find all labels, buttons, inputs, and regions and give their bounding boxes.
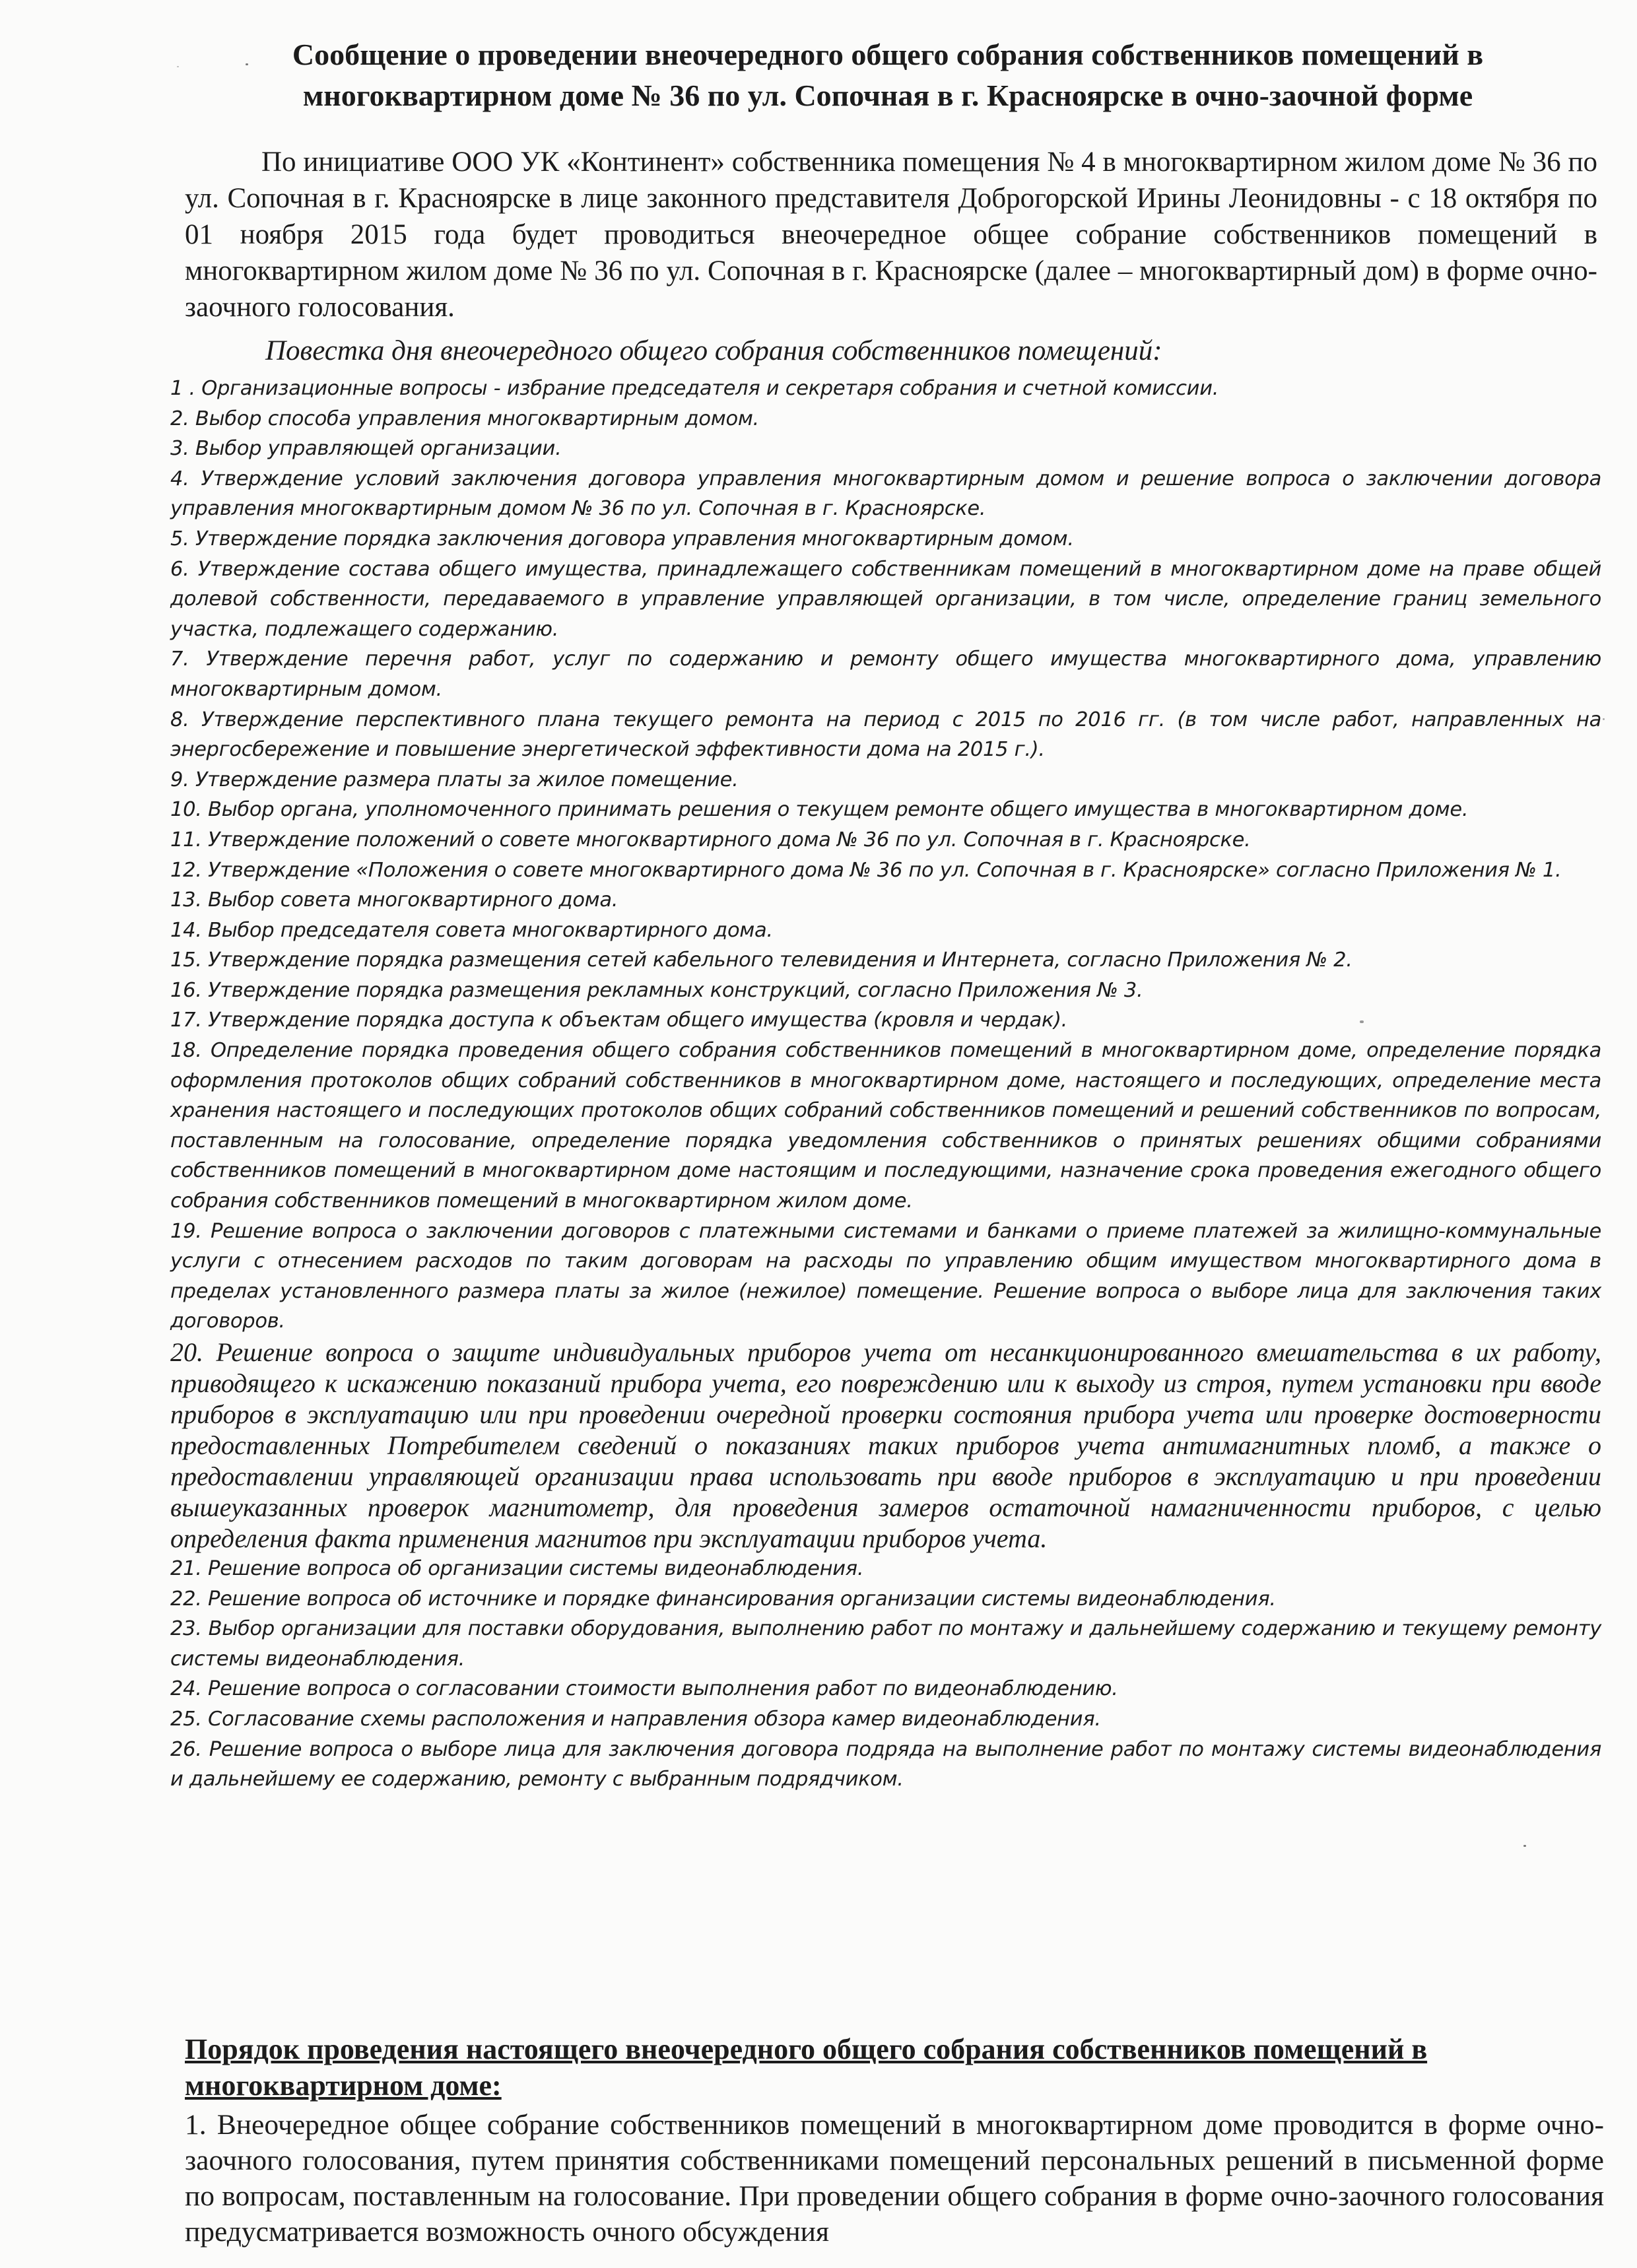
agenda-item: 23. Выбор организации для поставки оборудования, выполнению работ по монтажу и дальнейшему содержанию и текущему ремонту системы видеонаблюдения. (170, 1617, 1601, 1671)
agenda-item: 21. Решение вопроса об организации системы видеонаблюдения. (170, 1557, 864, 1580)
scan-speck (1603, 718, 1605, 720)
agenda-item: 18. Определение порядка проведения общего собрания собственников помещений в многоквартирном доме, определение порядка оформления протоколов общих собраний собственников в многоквартирном доме, настоящего и последующих, определение места хранения настоящего и последующих протоколов общих собраний собственников помещений и решений собственников по вопросам, поставленным на голосование, определение порядка уведомления собственников о принятых решениях общими собраниями собственников помещений в многоквартирном доме настоящим и последующими, назначение срока проведения ежегодного общего собрания собственников помещений в многоквартирном жилом доме. (170, 1039, 1601, 1213)
agenda-item: 7. Утверждение перечня работ, услуг по содержанию и ремонту общего имущества многоквартирного дома, управлению многоквартирным домом. (170, 648, 1601, 701)
agenda-item: 22. Решение вопроса об источнике и порядке финансирования организации системы видеонаблюдения. (170, 1587, 1276, 1611)
agenda-item: 13. Выбор совета многоквартирного дома. (170, 888, 618, 912)
agenda-item: 20. Решение вопроса о защите индивидуальных приборов учета от несанкционированного вмешательства в их работу, приводящего к искажению показаний прибора учета, его повреждению или к выходу из строя, путем установки при вводе приборов в эксплуатацию или при проведении очередной проверки состояния прибора учета или проверке достоверности предоставленных Потребителем сведений о показаниях таких приборов учета антимагнитных пломб, а также о предоставлении управляющей организации права использовать при вводе приборов в эксплуатацию и при проведении вышеуказанных проверок магнитометр, для проведения замеров остаточной намагниченности приборов, с целью определения факта применения магнитов при эксплуатации приборов учета. (170, 1337, 1601, 1553)
procedure-paragraph: 1. Внеочередное общее собрание собственников помещений в многоквартирном доме проводится в форме очно-заочного голосования, путем принятия собственниками помещений персональных решений в письменной форме по вопросам, поставленным на голосование. При проведении общего собрания в форме очно-заочного голосования предусматривается возможность очного обсуждения (185, 2109, 1604, 2248)
agenda-list (170, 374, 1601, 1795)
agenda-item: 16. Утверждение порядка размещения рекламных конструкций, согласно Приложения № 3. (170, 978, 1143, 1002)
agenda-item: 5. Утверждение порядка заключения договора управления многоквартирным домом. (170, 527, 1074, 550)
scan-speck (1523, 1845, 1526, 1847)
agenda-item: 24. Решение вопроса о согласовании стоимости выполнения работ по видеонаблюдению. (170, 1677, 1118, 1701)
agenda-item: 9. Утверждение размера платы за жилое помещение. (170, 768, 739, 791)
agenda-heading: Повестка дня внеочередного общего собрания собственников помещений: (265, 335, 1162, 366)
agenda-item: 17. Утверждение порядка доступа к объектам общего имущества (кровля и чердак). (170, 1009, 1068, 1032)
agenda-item: 11. Утверждение положений о совете многоквартирного дома № 36 по ул. Сопочная в г. Красноярске. (170, 828, 1251, 851)
agenda-item: 14. Выбор председателя совета многоквартирного дома. (170, 918, 773, 942)
agenda-item: 26. Решение вопроса о выборе лица для заключения договора подряда на выполнение работ по монтажу системы видеонаблюдения и дальнейшему ее содержанию, ремонту с выбранным подрядчиком. (170, 1737, 1601, 1791)
page-title: Сообщение о проведении внеочередного общего собрания собственников помещений в многоквартирном доме № 36 по ул. Сопочная в г. Красноярске в очно-заочной форме (292, 38, 1484, 112)
intro-paragraph: По инициативе ООО УК «Континент» собственника помещения № 4 в многоквартирном жилом доме № 36 по ул. Сопочная в г. Красноярске в лице законного представителя Доброгорской Ирины Леонидовны - с 18 октября по 01 ноября 2015 года будет проводиться внеочередное общее собрание собственников помещений в многоквартирном жилом доме № 36 по ул. Сопочная в г. Красноярске (далее – многоквартирный дом) в форме очно-заочного голосования. (185, 147, 1597, 323)
agenda-item: 3. Выбор управляющей организации. (170, 437, 562, 461)
agenda-item: 1 . Организационные вопросы - избрание председателя и секретаря собрания и счетной комиссии. (170, 377, 1219, 400)
agenda-item: 6. Утверждение состава общего имущества, принадлежащего собственникам помещений в многоквартирном доме на праве общей долевой собственности, передаваемого в управление управляющей организации, в том числе, определение границ земельного участка, подлежащего содержанию. (170, 557, 1601, 641)
procedure-heading: Порядок проведения настоящего внеочередного общего собрания собственников помещений в многоквартирном доме: (185, 2033, 1428, 2102)
agenda-item: 25. Согласование схемы расположения и направления обзора камер видеонаблюдения. (170, 1707, 1101, 1731)
agenda-item: 15. Утверждение порядка размещения сетей кабельного телевидения и Интернета, согласно Приложения № 2. (170, 949, 1353, 972)
agenda-item: 8. Утверждение перспективного плана текущего ремонта на период с 2015 по 2016 гг. (в том числе работ, направленных на энергосбережение и повышение энергетической эффективности дома на 2015 г.). (170, 708, 1601, 762)
agenda-item: 4. Утверждение условий заключения договора управления многоквартирным домом и решение вопроса о заключении договора управления многоквартирным домом № 36 по ул. Сопочная в г. Красноярске. (170, 467, 1601, 521)
agenda-item: 19. Решение вопроса о заключении договоров с платежными системами и банками о приеме платежей за жилищно-коммунальные услуги с отнесением расходов по таким договорам на расходы по управлению общим имуществом многоквартирного дома в пределах установленного размера платы за жилое (нежилое) помещение. Решение вопроса о выборе лица для заключения таких договоров. (170, 1219, 1601, 1333)
agenda-item: 2. Выбор способа управления многоквартирным домом. (170, 407, 759, 430)
agenda-item: 10. Выбор органа, уполномоченного принимать решения о текущем ремонте общего имущества в многоквартирном доме. (170, 798, 1469, 822)
agenda-item: 12. Утверждение «Положения о совете многоквартирного дома № 36 по ул. Сопочная в г. Красноярске» согласно Приложения № 1. (170, 858, 1562, 882)
